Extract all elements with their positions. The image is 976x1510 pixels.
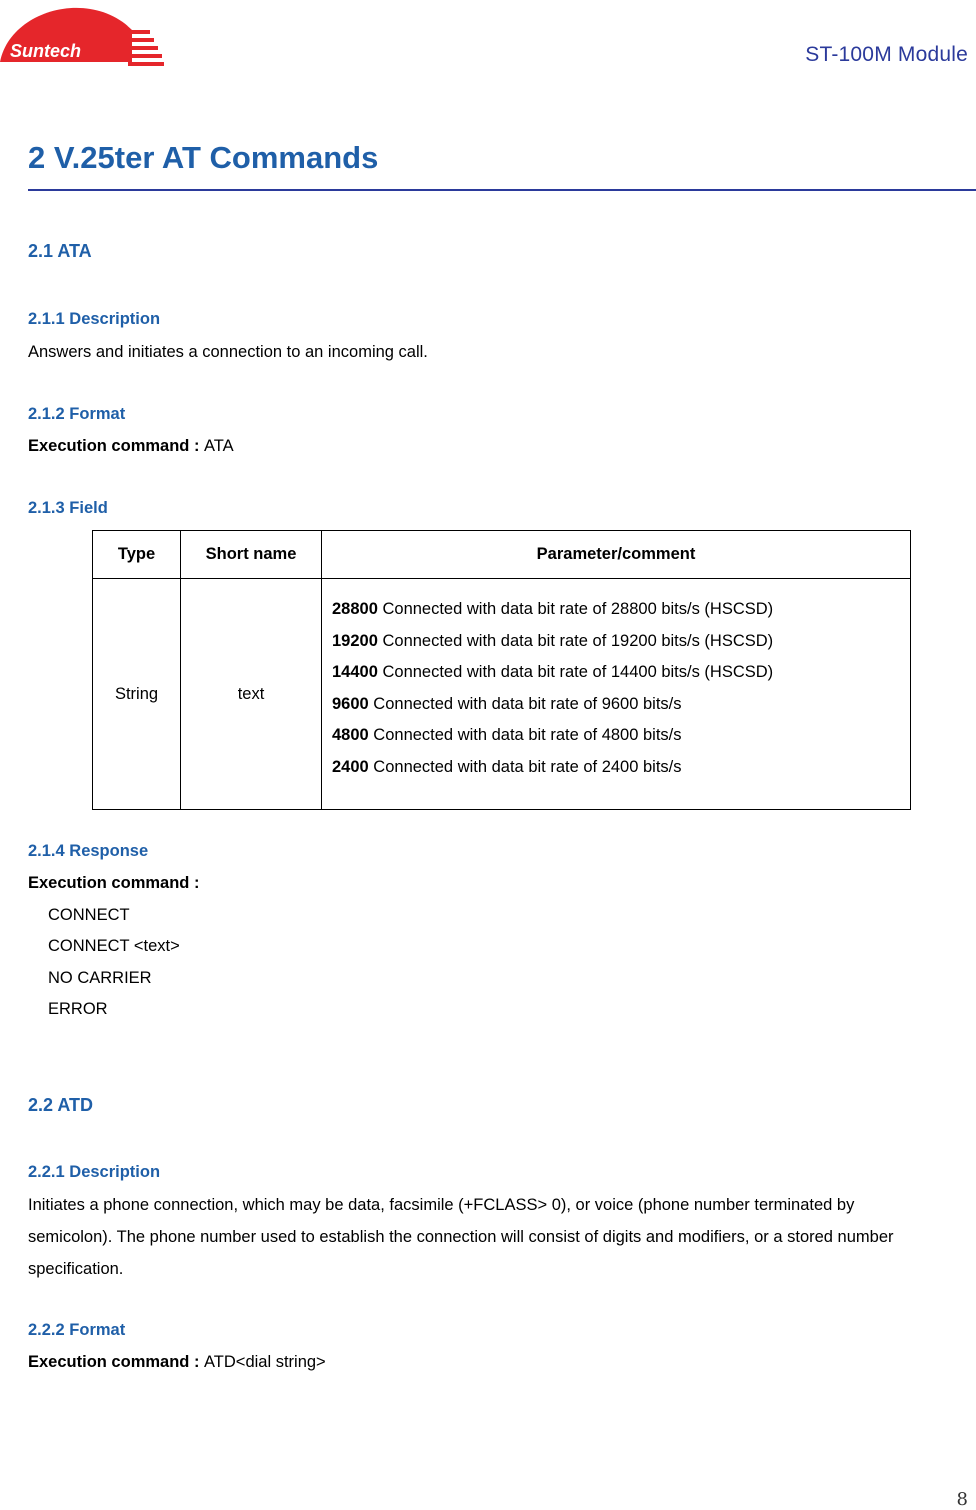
col-header-short-name: Short name [181, 531, 322, 579]
description-line: specification. [28, 1260, 124, 1278]
description-text: Answers and initiates a connection to an incoming call. [28, 343, 428, 361]
response-label: Execution command : [28, 874, 200, 892]
module-title: ST-100M Module [805, 43, 968, 66]
param-line: 19200 Connected with data bit rate of 19200 bits/s (HSCSD) [332, 631, 774, 650]
response-item: ERROR [48, 1000, 108, 1018]
section-title-ata: 2.1 ATA [28, 241, 92, 261]
subsection-field: 2.1.3 Field [28, 499, 108, 517]
section-title-atd: 2.2 ATD [28, 1095, 94, 1115]
format-label: Execution command : [28, 1353, 205, 1371]
page-number: 8 [956, 1489, 968, 1510]
subsection-format: 2.1.2 Format [28, 405, 126, 423]
response-item: CONNECT <text> [48, 937, 180, 955]
format-line-atd [28, 1352, 326, 1372]
table-header-row [93, 531, 911, 579]
logo-text: Suntech [10, 41, 82, 61]
format-value: ATA [204, 437, 234, 455]
subsection-description-atd: 2.2.1 Description [28, 1163, 161, 1181]
chapter-title: 2 V.25ter AT Commands [28, 140, 379, 175]
param-line: 4800 Connected with data bit rate of 4800 bits/s [332, 726, 682, 745]
col-header-type: Type [93, 531, 181, 579]
description-line: semicolon). The phone number used to establish the connection will consist of digits and modifiers, or a stored number [28, 1228, 894, 1246]
description-line: Initiates a phone connection, which may be data, facsimile (+FCLASS> 0), or voice (phone number terminated by [28, 1196, 855, 1214]
chapter-divider [28, 189, 976, 191]
subsection-format-atd: 2.2.2 Format [28, 1321, 126, 1339]
format-value: ATD<dial string> [204, 1353, 326, 1371]
subsection-response: 2.1.4 Response [28, 842, 149, 860]
format-line [28, 436, 234, 456]
response-item: CONNECT [48, 906, 130, 924]
cell-parameters [322, 579, 911, 810]
response-item: NO CARRIER [48, 969, 152, 987]
cell-short-name: text [181, 579, 322, 810]
subsection-description: 2.1.1 Description [28, 310, 161, 328]
cell-type: String [93, 579, 181, 810]
format-label: Execution command : [28, 437, 205, 455]
param-line: 14400 Connected with data bit rate of 14400 bits/s (HSCSD) [332, 663, 774, 682]
field-table [92, 530, 911, 810]
param-line: 2400 Connected with data bit rate of 2400 bits/s [332, 757, 682, 776]
param-line: 9600 Connected with data bit rate of 9600 bits/s [332, 694, 682, 713]
table-row [93, 579, 911, 810]
param-line: 28800 Connected with data bit rate of 28800 bits/s (HSCSD) [332, 600, 774, 618]
col-header-parameter: Parameter/comment [322, 531, 911, 579]
